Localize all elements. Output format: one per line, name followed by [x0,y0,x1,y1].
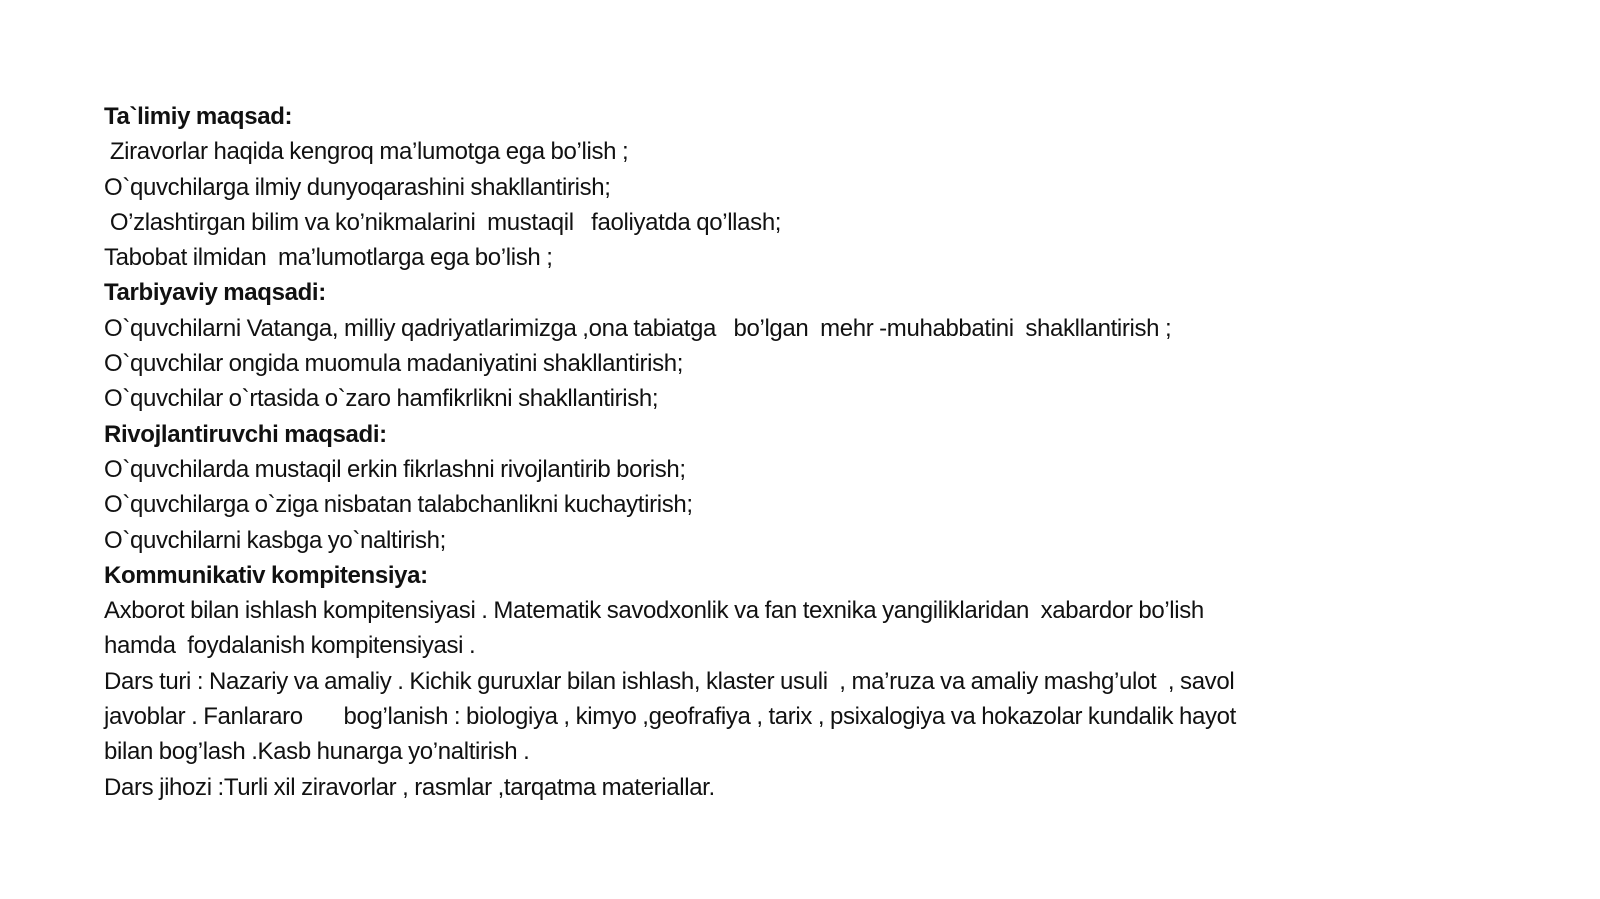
tarbiyaviy-line-2: O`quvchilar ongida muomula madaniyatini shakllantirish; [104,350,684,378]
section-heading-kommunikativ: Kommunikativ kompitensiya: [104,561,428,589]
section-heading-talimiy: Ta`limiy maqsad: [104,103,293,130]
rivojlantiruvchi-line-3: O`quvchilarni kasbga yo`naltirish; [104,526,446,554]
dars-turi-line-2: javoblar . Fanlararo bog’lanish : biologiya , kimyo ,geofrafiya , tarix , psixalogiya va hokazolar kundalik hayot [104,703,1236,731]
talimiy-line-4: Tabobat ilmidan ma’lumotlarga ega bo’lish ; [104,244,553,272]
section-heading-tarbiyaviy: Tarbiyaviy maqsadi: [104,279,326,307]
rivojlantiruvchi-line-2: O`quvchilarga o`ziga nisbatan talabchanlikni kuchaytirish; [104,491,693,519]
slide-text-body [104,99,1464,805]
kommunikativ-line-1: Axborot bilan ishlash kompitensiyasi . Matematik savodxonlik va fan texnika yangiliklaridan xabardor bo’lish [104,597,1204,625]
dars-turi-line-1: Dars turi : Nazariy va amaliy . Kichik guruxlar bilan ishlash, klaster usuli , ma’ruza va amaliy mashg’ulot , savol [104,667,1235,695]
section-heading-rivojlantiruvchi: Rivojlantiruvchi maqsadi: [104,420,387,448]
tarbiyaviy-line-3: O`quvchilar o`rtasida o`zaro hamfikrlikni shakllantirish; [104,385,659,413]
kommunikativ-line-2: hamda foydalanish kompitensiyasi . [104,632,476,660]
dars-jihozi-line: Dars jihozi :Turli xil ziravorlar , rasmlar ,tarqatma materiallar. [104,773,715,801]
talimiy-line-3: O’zlashtirgan bilim va ko’nikmalarini mustaqil faoliyatda qo’llash; [104,208,782,236]
tarbiyaviy-line-1: O`quvchilarni Vatanga, milliy qadriyatlarimizga ,ona tabiatga bo’lgan mehr -muhabbatini shakllantirish ; [104,314,1172,342]
talimiy-line-2: O`quvchilarga ilmiy dunyoqarashini shakllantirish; [104,173,611,201]
talimiy-line-1: Ziravorlar haqida kengroq ma’lumotga ega bo’lish ; [104,138,629,166]
rivojlantiruvchi-line-1: O`quvchilarda mustaqil erkin fikrlashni rivojlantirib borish; [104,455,686,483]
dars-turi-line-3: bilan bog’lash .Kasb hunarga yo’naltirish . [104,738,530,766]
